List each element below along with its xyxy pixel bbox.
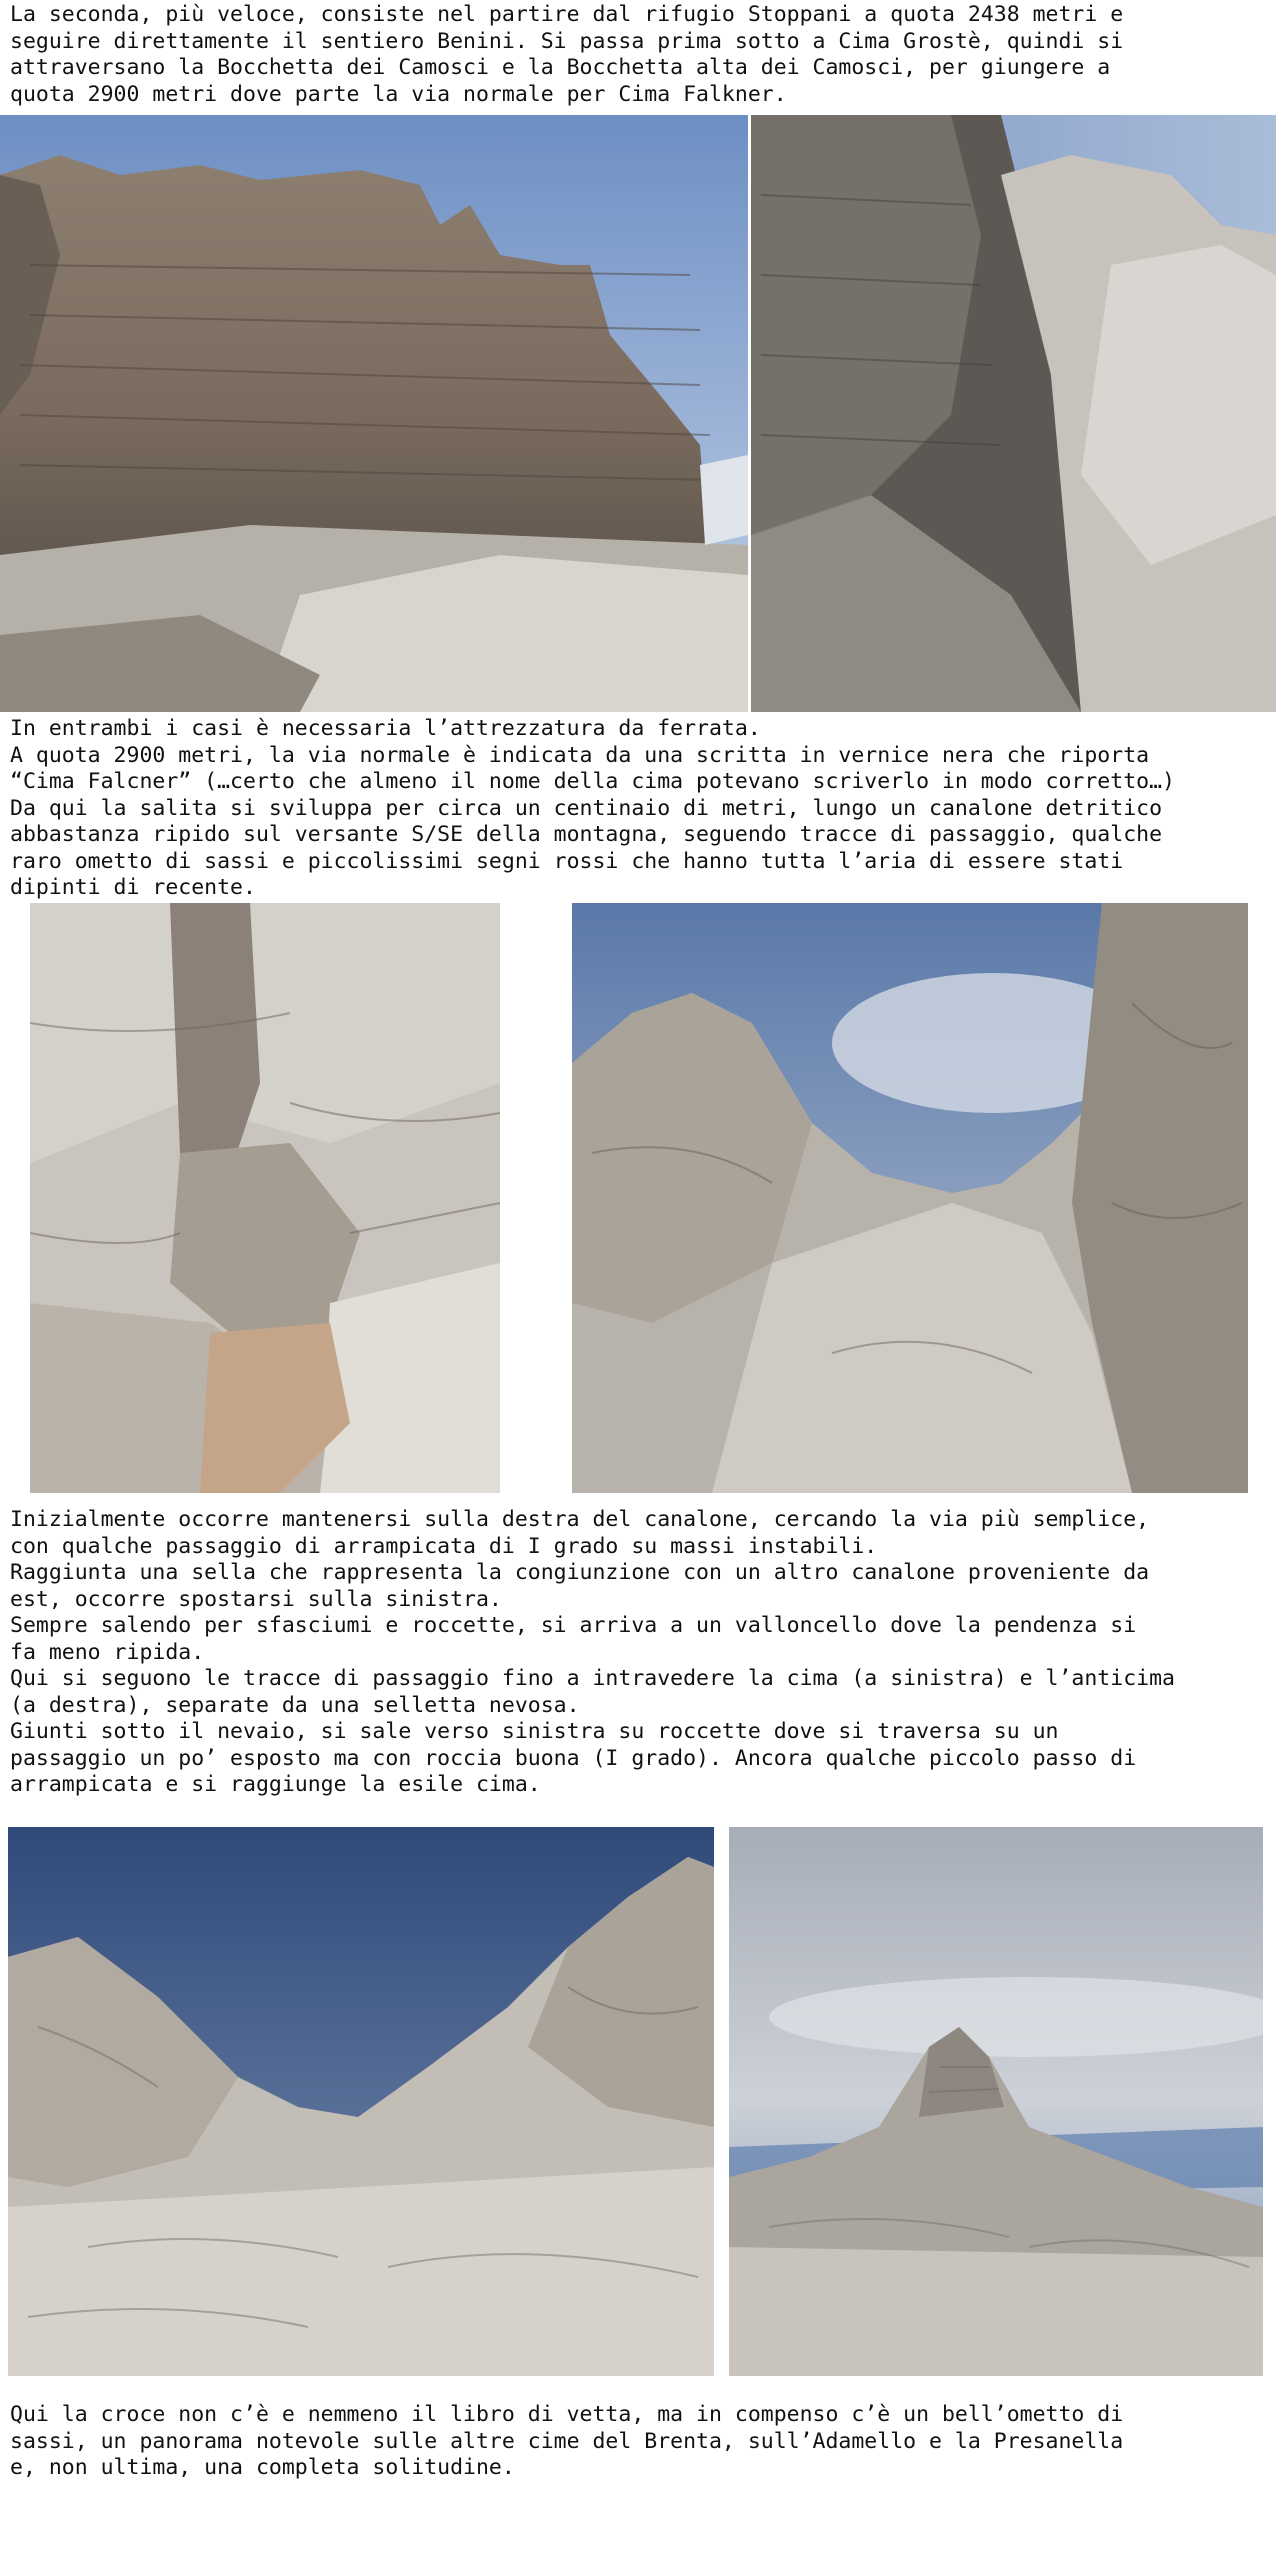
text-line: est, occorre spostarsi sulla sinistra. <box>10 1586 502 1612</box>
text-line: Qui la croce non c’è e nemmeno il libro di vetta, ma in compenso c’è un bell’ometto di <box>10 2402 1124 2427</box>
photo-gully-saddle <box>572 903 1248 1493</box>
text-line: Da qui la salita si sviluppa per circa un centinaio di metri, lungo un canalone detritico <box>10 795 1163 821</box>
photo-rock-face-closeup <box>30 903 500 1493</box>
text-line: “Cima Falcner” (…certo che almeno il nome della cima potevano scriverlo in modo corretto…) <box>10 769 1175 794</box>
text-line: Inizialmente occorre mantenersi sulla destra del canalone, cercando la via più semplice, <box>10 1507 1150 1532</box>
text-line: seguire direttamente il sentiero Benini. Si passa prima sotto a Cima Grostè, quindi si <box>10 28 1124 54</box>
photo-rock-wall <box>0 115 748 712</box>
paragraph-intro <box>10 2 1270 108</box>
paragraph-route-start <box>10 716 1270 902</box>
text-line: abbastanza ripido sul versante S/SE della montagna, seguendo tracce di passaggio, qualche <box>10 822 1163 847</box>
photo-summit-cairn <box>729 1827 1263 2376</box>
text-line: sassi, un panorama notevole sulle altre cime del Brenta, sull’Adamello e la Presanella <box>10 2428 1124 2454</box>
text-line: Raggiunta una sella che rappresenta la congiunzione con un altro canalone proveniente da <box>10 1560 1150 1585</box>
text-line: In entrambi i casi è necessaria l’attrezzatura da ferrata. <box>10 716 761 741</box>
text-line: raro ometto di sassi e piccolissimi segni rossi che hanno tutta l’aria di essere stati <box>10 848 1124 874</box>
text-line: A quota 2900 metri, la via normale è indicata da una scritta in vernice nera che riporta <box>10 742 1150 768</box>
text-line: La seconda, più veloce, consiste nel partire dal rifugio Stoppani a quota 2438 metri e <box>10 2 1124 27</box>
text-line: Qui si seguono le tracce di passaggio fino a intravedere la cima (a sinistra) e l’anticima <box>10 1666 1175 1691</box>
text-line: fa meno ripida. <box>10 1639 205 1665</box>
text-line: (a destra), separate da una selletta nevosa. <box>10 1692 580 1718</box>
text-line: quota 2900 metri dove parte la via normale per Cima Falkner. <box>10 81 787 107</box>
text-line: arrampicata e si raggiunge la esile cima. <box>10 1772 541 1797</box>
photo-saddle-notch <box>8 1827 714 2376</box>
paragraph-ascent <box>10 1507 1270 1799</box>
photo-shadowed-gully <box>751 115 1276 712</box>
text-line: passaggio un po’ esposto ma con roccia buona (I grado). Ancora qualche piccolo passo di <box>10 1745 1137 1771</box>
text-line: dipinti di recente. <box>10 875 256 900</box>
text-line: e, non ultima, una completa solitudine. <box>10 2455 515 2480</box>
text-line: Sempre salendo per sfasciumi e roccette, si arriva a un valloncello dove la pendenza si <box>10 1613 1137 1638</box>
paragraph-summit <box>10 2402 1270 2482</box>
text-line: attraversano la Bocchetta dei Camosci e la Bocchetta alta dei Camosci, per giungere a <box>10 55 1111 80</box>
text-line: Giunti sotto il nevaio, si sale verso sinistra su roccette dove si traversa su un <box>10 1719 1059 1744</box>
text-line: con qualche passaggio di arrampicata di I grado su massi instabili. <box>10 1533 878 1559</box>
